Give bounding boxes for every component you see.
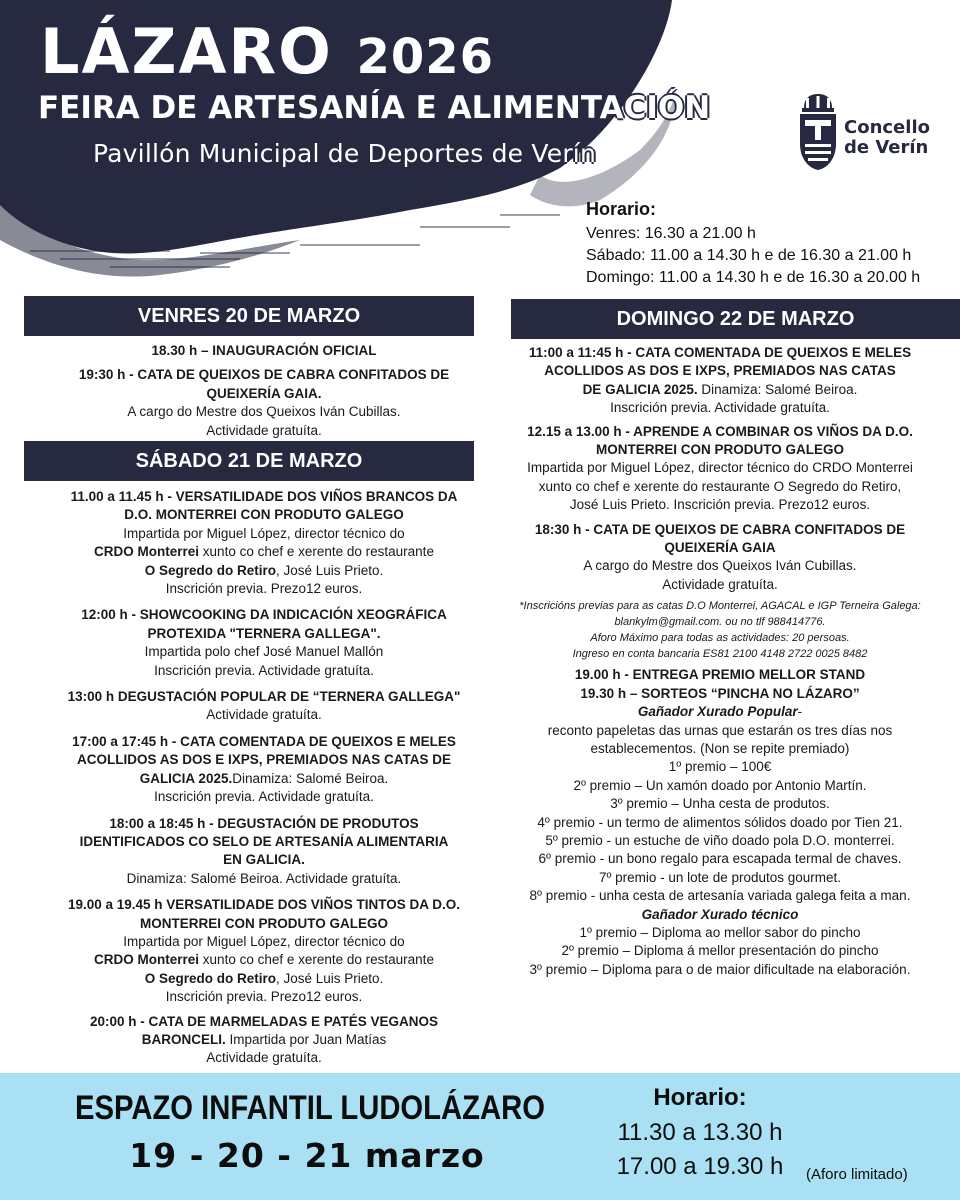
logo-line-1: Concello [844,117,930,138]
event-heading: 20:00 h - CATA DE MARMELADAS E PATÉS VEGANOS [89,1013,439,1029]
schedule-line-domingo: Domingo: 11.00 a 14.30 h e de 16.30 a 20.00 h [586,269,921,286]
venres-events [24,337,504,440]
event-line: CRDO Monterrei xunto co chef e xerente do restaurante [94,544,434,560]
prize-item: 4º premio - un termo de alimentos sólidos doado por Tien 21. [537,814,903,830]
sabado-event-4 [24,733,504,807]
footer-schedule-title: Horario: [653,1084,747,1111]
event-line: Impartida polo chef José Manuel Mallón [144,644,384,660]
technical-jury-title: Gañador Xurado técnico [641,906,799,922]
event-line: xunto co chef e xerente do restaurante O Segredo do Retiro, [538,478,902,494]
event-line: Actividade gratuíta. [206,1050,322,1066]
footer-schedule-morning: 11.30 a 13.30 h [617,1119,783,1146]
event-line: A cargo do Mestre dos Queixos Iván Cubillas. [127,404,401,420]
coat-of-arms-icon [796,92,840,172]
note-line: Aforo Máximo para todas as actividades: 20 persoas. [590,632,850,645]
event-title: LÁZARO 2026 [40,15,495,88]
event-line: Inscrición previa. Prezo12 euros. [165,989,363,1005]
event-line: Impartida por Miguel López, director técnico do [123,933,405,949]
event-heading: 12.15 a 13.00 h - APRENDE A COMBINAR OS VIÑOS DA D.O. [527,423,913,439]
prize-item: 2º premio – Diploma á mellor presentación do pincho [561,943,879,959]
event-heading: ACOLLIDOS AS DOS E IXPS, PREMIADOS NAS CATAS [544,363,896,379]
event-heading: 12:00 h - SHOWCOOKING DA INDICACIÓN XEOGRÁFICA [81,607,447,623]
event-heading: 11:00 a 11:45 h - CATA COMENTADA DE QUEIXOS E MELES [528,345,912,360]
event-line: Actividade gratuíta. [662,576,778,592]
domingo-event-4 [500,666,940,979]
sabado-event-1 [24,488,504,598]
event-subtitle: FEIRA DE ARTESANÍA E ALIMENTACIÓN [38,90,711,126]
event-heading: 19.00 a 19.45 h VERSATILIDADE DOS VIÑOS TINTOS DA D.O. [67,897,461,913]
logo-line-2: de Verín [844,137,929,158]
prize-item: 6º premio - un bono regalo para escapada termal de chaves. [538,851,902,867]
event-heading: IDENTIFICADOS CO SELO DE ARTESANÍA ALIMENTARIA [79,833,449,849]
event-heading: QUEIXERÍA GAIA [664,540,776,556]
event-heading: ACOLLIDOS AS DOS E IXPS, PREMIADOS NAS CATAS DE [76,752,452,768]
event-line: Impartida por Miguel López, director técnico do CRDO Monterrei [527,460,913,476]
event-venue: Pavillón Municipal de Deportes de Verín [93,139,597,168]
footer-schedule-afternoon: 17.00 a 19.30 h [616,1153,784,1180]
sabado-event-6 [24,896,504,1006]
event-line: Inscrición previa. Actividade gratuíta. [610,400,830,416]
domingo-event-3 [500,521,940,595]
schedule-block [586,197,956,289]
event-heading: QUEIXERÍA GAIA. [206,385,322,401]
event-heading: 17:00 a 17:45 h - CATA COMENTADA DE QUEIXOS E MELES [72,733,456,749]
event-line: Impartida por Miguel López, director técnico do [123,525,405,541]
event-heading: D.O. MONTERREI CON PRODUTO GALEGO [124,507,404,523]
event-line: Actividade gratuíta. [206,422,322,438]
schedule-title: Horario: [586,199,657,219]
event-line: GALICIA 2025.Dinamiza: Salomé Beiroa. [139,770,389,786]
event-line: Inscrición previa. Actividade gratuíta. [154,662,374,678]
concello-verin-logo [796,92,946,172]
domingo-heading-band [511,299,960,339]
domingo-events [500,339,940,979]
event-line: A cargo do Mestre dos Queixos Iván Cubillas. [583,558,857,574]
event-heading: 13:00 h DEGUSTACIÓN POPULAR DE “TERNERA GALLEGA" [67,689,461,705]
event-line: BARONCELI. Impartida por Juan Matías [141,1031,387,1047]
event-line: CRDO Monterrei xunto co chef e xerente do restaurante [94,952,434,968]
event-line: O Segredo do Retiro, José Luis Prieto. [144,562,384,578]
event-line: Dinamiza: Salomé Beiroa. Actividade gratuíta. [126,870,402,886]
event-heading: MONTERREI CON PRODUTO GALEGO [139,915,388,931]
event-heading: 19.00 h - ENTREGA PREMIO MELLOR STAND [574,667,866,683]
event-heading: EN GALICIA. [223,852,305,868]
venres-event-1 [24,342,504,360]
sabado-event-3 [24,688,504,725]
sabado-heading-band [24,441,474,481]
event-line: Inscrición previa. Prezo12 euros. [165,581,363,597]
prize-item: 8º premio - unha cesta de artesanía variada galega feita a man. [529,888,911,904]
event-heading: 18.30 h – INAUGURACIÓN OFICIAL [151,343,377,358]
footer-title: ESPAZO INFANTIL LUDOLÁZARO [74,1089,545,1127]
sabado-heading: SÁBADO 21 DE MARZO [135,450,363,472]
domingo-heading: DOMINGO 22 DE MARZO [616,308,855,330]
sabado-events [24,483,504,1068]
prize-item: 3º premio – Unha cesta de produtos. [610,796,830,812]
footer-dates: 19 - 20 - 21 marzo [129,1136,485,1175]
footer-capacity-note: (Aforo limitado) [806,1166,908,1183]
logo-text [844,118,930,158]
note-line: blankylm@gmail.com. ou no tlf 988414776. [614,616,826,629]
event-line: José Luis Prieto. Inscrición previa. Prezo12 euros. [569,497,871,513]
event-heading: 19:30 h - CATA DE QUEIXOS DE CABRA CONFITADOS DE [78,367,450,383]
ludolazaro-footer [0,1073,960,1200]
prize-item: 3º premio – Diploma para o de maior dificultade na elaboración. [529,961,911,977]
popular-jury-title: Gañador Xurado Popular- [637,704,803,720]
prize-item: 2º premio – Un xamón doado por Antonio Martín. [573,777,867,793]
event-line: establecementos. (Non se repite premiado) [590,740,850,756]
event-line: Actividade gratuíta. [206,707,322,723]
event-year: 2026 [356,29,495,85]
note-line: Ingreso en conta bancaria ES81 2100 4148 2722 0025 8482 [572,648,868,661]
event-heading: PROTEXIDA "TERNERA GALLEGA". [147,625,381,641]
event-heading: 19.30 h – SORTEOS “PINCHA NO LÁZARO” [580,685,860,701]
domingo-event-1 [500,344,940,418]
event-heading: 18:00 a 18:45 h - DEGUSTACIÓN DE PRODUTOS [109,815,419,831]
prize-item: 1º premio – Diploma ao mellor sabor do pincho [579,924,861,940]
schedule-line-sabado: Sábado: 11.00 a 14.30 h e de 16.30 a 21.00 h [586,247,912,264]
event-line: DE GALICIA 2025. Dinamiza: Salomé Beiroa. [582,381,858,397]
event-line: Inscrición previa. Actividade gratuíta. [154,789,374,805]
prize-item: 5º premio - un estuche de viño doado pola D.O. monterrei. [545,832,895,848]
event-line: reconto papeletas das urnas que estarán os tres días nos [547,722,893,738]
sabado-event-5 [24,815,504,889]
event-heading: 18:30 h - CATA DE QUEIXOS DE CABRA CONFITADOS DE [534,521,906,537]
event-heading: MONTERREI CON PRODUTO GALEGO [595,442,844,458]
schedule-line-venres: Venres: 16.30 a 21.00 h [586,225,756,242]
venres-event-2 [24,366,504,440]
prize-item: 7º premio - un lote de produtos gourmet. [598,869,842,885]
sabado-event-7 [24,1013,504,1068]
venres-heading-band [24,296,474,336]
domingo-event-2 [500,423,940,515]
event-line: O Segredo do Retiro, José Luis Prieto. [144,970,384,986]
prize-item: 1º premio – 100€ [668,759,772,775]
event-heading: 11.00 a 11.45 h - VERSATILIDADE DOS VIÑOS BRANCOS DA [70,489,458,504]
inscription-note [500,598,940,662]
venres-heading: VENRES 20 DE MARZO [137,305,361,327]
note-line: *Inscricións previas para as catas D.O Monterrei, AGACAL e IGP Terneira Galega: [519,600,921,613]
sabado-event-2 [24,606,504,680]
